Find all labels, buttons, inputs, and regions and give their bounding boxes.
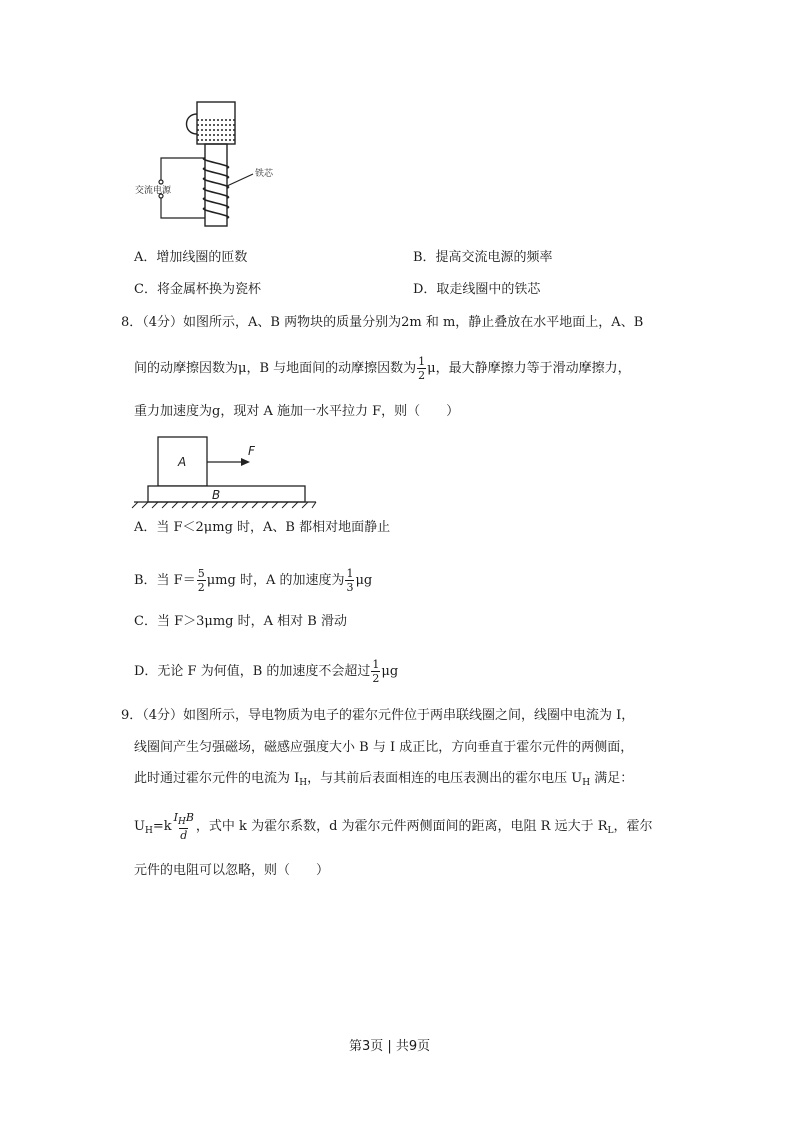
q8-stem-line1: 8．（4分）如图所示，A、B 两物块的质量分别为2m 和 m，静止叠放在水平地面上，A、B [121,315,644,330]
q7-option-c[interactable]: C．将金属杯换为瓷杯 [134,282,261,297]
q9-stem-line2: 线圈间产生匀强磁场，磁感应强度大小 B 与 I 成正比，方向垂直于霍尔元件的两侧面， [134,740,634,755]
page-footer: 第3页 | 共9页 [349,1039,431,1054]
label-f: F [248,444,255,458]
q8-option-d[interactable]: D．无论 F 为何值，B 的加速度不会超过 $\frac{1}{2}$ μg [134,658,399,685]
q8-option-c[interactable]: C．当 F＞3μmg 时，A 相对 B 滑动 [134,614,347,629]
fraction-one-third: $\frac{1}{3}$ [346,567,354,594]
fraction-ih-b-over-d: $\frac{I_HB}{d}$ [173,811,194,842]
q9-stem-line3: 此时通过霍尔元件的电流为 $I_H$，与其前后表面相连的电压表测出的霍尔电压 $U_H$ 满足： [134,771,634,788]
block-b [148,486,305,502]
iron-core-label: 铁芯 [255,169,274,179]
q8-figure [130,432,320,512]
coil [203,158,228,218]
ac-source-label: 交流电源 [135,186,172,196]
label-a: A [178,455,187,469]
label-b: B [212,488,221,502]
fraction-five-halves: $\frac{5}{2}$ [197,567,205,594]
ground-hatch [132,502,316,508]
circuit-wires [159,158,253,218]
q8-stem-line2: 间的动摩擦因数为μ，B 与地面间的动摩擦因数为 $\frac{1}{2}$ μ，最大静摩擦力等于滑动摩擦力， [134,355,631,382]
q7-option-d[interactable]: D．取走线圈中的铁芯 [413,282,541,297]
q9-stem-line5: 元件的电阻可以忽略，则（ ） [134,863,330,878]
force-arrow-head [241,458,250,466]
q7-figure [125,98,285,233]
metal-cup [187,102,236,144]
fraction-one-half: $\frac{1}{2}$ [372,658,380,685]
q8-option-b[interactable]: B．当 F＝ $\frac{5}{2}$ μmg 时，A 的加速度为 $\frac{1}{3}$ μg [134,567,373,594]
q8-option-a[interactable]: A．当 F＜2μmg 时，A、B 都相对地面静止 [134,520,391,535]
fraction-one-half: $\frac{1}{2}$ [418,355,426,382]
q9-stem-line4: $U_H=k$ $\frac{I_HB}{d}$ ，式中 k 为霍尔系数，d 为霍尔元件两侧面间的距离，电阻 R 远大于 $R_L$，霍尔 [134,811,653,842]
q9-stem-line1: 9．（4分）如图所示，导电物质为电子的霍尔元件位于两串联线圈之间，线圈中电流为 I， [121,708,635,723]
q7-option-a[interactable]: A．增加线圈的匝数 [134,250,248,265]
q7-option-b[interactable]: B．提高交流电源的频率 [413,250,553,265]
q8-stem-line3: 重力加速度为g，现对 A 施加一水平拉力 F，则（ ） [134,404,460,419]
